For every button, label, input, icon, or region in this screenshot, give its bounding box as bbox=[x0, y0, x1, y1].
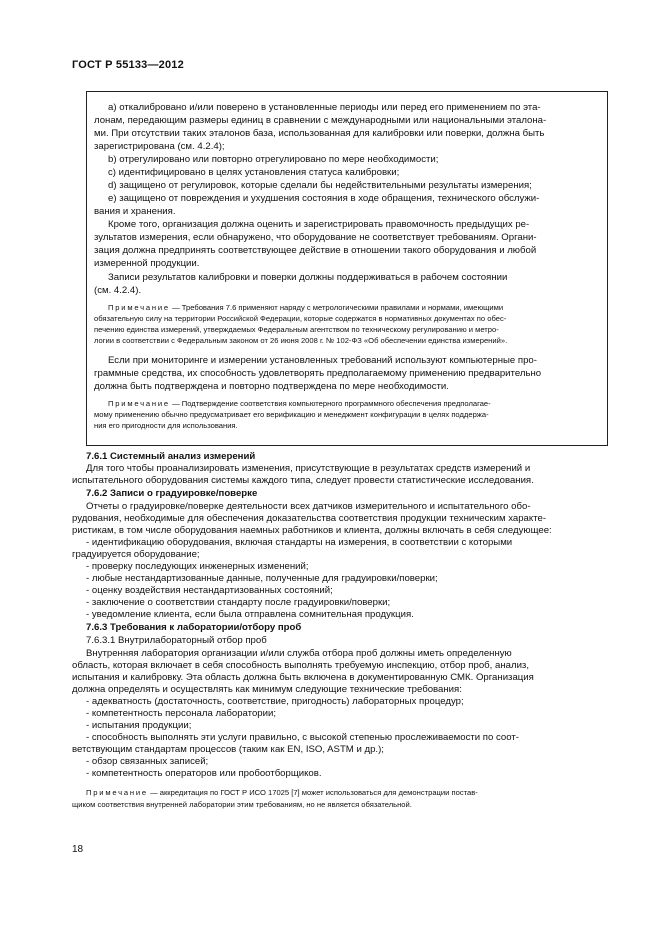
body-line: испытательного оборудования системы каждого типа, следует провести статистические исследования. bbox=[72, 475, 534, 486]
body-line: испытания и калибровку. Эта область должна быть включена в документированную СМК. Организация bbox=[72, 672, 534, 683]
list-item: - компетентность операторов или пробоотборщиков. bbox=[86, 768, 322, 779]
list-item: e) защищено от повреждения и ухудшения состояния в ходе обращения, технического обслужи- bbox=[108, 193, 540, 204]
body-line: ристикам, в том числе оборудования наемных работников и клиента, должны включать в себя следующее: bbox=[72, 525, 552, 536]
section-heading: 7.6.2 Записи о градуировке/поверке bbox=[86, 488, 258, 499]
list-item: - проверку последующих инженерных изменений; bbox=[86, 561, 309, 572]
note-label: Примечание bbox=[108, 399, 170, 408]
body-line: Для того чтобы проанализировать изменения, присутствующие в результатах средств измерений и bbox=[86, 463, 531, 474]
list-item: d) защищено от регулировок, которые сделали бы недействительными результаты измерения; bbox=[108, 180, 532, 191]
body-line: граммные средства, их способность удовлетворять предполагаемому применению предварительно bbox=[94, 368, 542, 379]
body-line: должна быть подтверждена и повторно подтверждена по мере необходимости. bbox=[94, 381, 449, 392]
body-line: область, которая включает в себя способность выполнять требуемую инспекцию, отбор проб, анализ, bbox=[72, 660, 529, 671]
body-line: Отчеты о градуировке/поверке деятельности всех датчиков измерительного и испытательного обо- bbox=[86, 501, 531, 512]
body-line: ми. При отсутствии таких эталонов база, использованная для калибровки или поверки, должна быть bbox=[94, 128, 545, 139]
section-heading: 7.6.1 Системный анализ измерений bbox=[86, 451, 256, 462]
body-line: измеренной продукции. bbox=[94, 258, 200, 269]
list-item: - заключение о соответствии стандарту после градуировки/поверки; bbox=[86, 597, 391, 608]
body-line: зультатов измерения, если обнаружено, что оборудование не соответствует требованиям. Органи- bbox=[94, 232, 537, 243]
note-line: обязательную силу на территории Российской Федерации, которые содержатся в нормативных документах по обес- bbox=[94, 314, 507, 323]
list-item: - способность выполнять эти услуги правильно, с высокой степенью прослеживаемости по соот- bbox=[86, 732, 519, 743]
body-line: зарегистрирована (см. 4.2.4); bbox=[94, 141, 225, 152]
list-item: - оценку воздействия нестандартизованных состояний; bbox=[86, 585, 333, 596]
note-text: — аккредитация по ГОСТ Р ИСО 17025 [7] может использоваться для демонстрации постав- bbox=[147, 788, 478, 797]
body-line: (см. 4.2.4). bbox=[94, 285, 142, 296]
list-item: - испытания продукции; bbox=[86, 720, 192, 731]
subsection-heading: 7.6.3.1 Внутрилабораторный отбор проб bbox=[86, 635, 267, 646]
list-item: - любые нестандартизованные данные, полученные для градуировки/поверки; bbox=[86, 573, 438, 584]
body-line: рудования, необходимые для обеспечения доказательства соответствия продукции техническим характе- bbox=[72, 513, 547, 524]
list-item: b) отрегулировано или повторно отрегулировано по мере необходимости; bbox=[108, 154, 439, 165]
body-line: Записи результатов калибровки и поверки должны поддерживаться в рабочем состоянии bbox=[108, 272, 508, 283]
note-text: — Подтверждение соответствия компьютерного программного обеспечения предполагае- bbox=[169, 399, 491, 408]
body-line: а) откалибровано и/или поверено в установленные периоды или перед его применением по эта- bbox=[108, 102, 541, 113]
list-item: - обзор связанных записей; bbox=[86, 756, 209, 767]
list-item: - адекватность (достаточность, соответствие, пригодность) лабораторных процедур; bbox=[86, 696, 464, 707]
note-label: Примечание bbox=[86, 788, 148, 797]
body-line: ветствующим стандартам процессов (таким как EN, ISO, ASTM и др.); bbox=[72, 744, 384, 755]
note-text: — Требования 7.6 применяют наряду с метрологическими правилами и нормами, имеющими bbox=[169, 303, 504, 312]
list-item: - идентификацию оборудования, включая стандарты на измерения, в соответствии с которыми bbox=[86, 537, 513, 548]
body-line: лонам, передающим размеры единиц в сравнении с международными или национальными эталона- bbox=[94, 115, 547, 126]
body-line: Если при мониторинге и измерении установленных требований используют компьютерные про- bbox=[108, 355, 537, 366]
note-line: печению единства измерений, утверждаемых Федеральным агентством по техническому регулированию и метро- bbox=[94, 325, 499, 334]
note-line: мому применению обычно предусматривает его верификацию и менеджмент конфигурации в целях поддержа- bbox=[94, 410, 489, 419]
note-line: щиком соответствия внутренней лаборатории этим требованиям, но не является обязательной. bbox=[72, 800, 412, 809]
note-line bbox=[86, 788, 478, 799]
body-line: Кроме того, организация должна оценить и зарегистрировать правомочность предыдущих ре- bbox=[108, 219, 530, 230]
note-line bbox=[108, 303, 503, 314]
body-line: вания и хранения. bbox=[94, 206, 176, 217]
list-item: - компетентность персонала лаборатории; bbox=[86, 708, 277, 719]
page-number: 18 bbox=[72, 844, 84, 855]
body-line: градуируется оборудование; bbox=[72, 549, 200, 560]
body-line: зация должна предпринять соответствующее действие в отношении такого оборудования и любой bbox=[94, 245, 537, 256]
body-line: Внутренняя лаборатория организации и/или служба отбора проб должны иметь определенную bbox=[86, 648, 512, 659]
note-line bbox=[108, 399, 491, 410]
note-line: ния его пригодности для использования. bbox=[94, 421, 238, 430]
body-line: должна определять и осуществлять как минимум следующие технические требования: bbox=[72, 684, 462, 695]
note-label: Примечание bbox=[108, 303, 170, 312]
list-item: - уведомление клиента, если была отправлена сомнительная продукция. bbox=[86, 609, 414, 620]
note-line: логии в соответствии с Федеральным законом от 26 июня 2008 г. № 102-ФЗ «Об обеспечении единства измерений». bbox=[94, 336, 508, 345]
section-heading: 7.6.3 Требования к лаборатории/отбору проб bbox=[86, 622, 302, 633]
document-header: ГОСТ Р 55133—2012 bbox=[72, 59, 184, 71]
list-item: c) идентифицировано в целях установления статуса калибровки; bbox=[108, 167, 400, 178]
